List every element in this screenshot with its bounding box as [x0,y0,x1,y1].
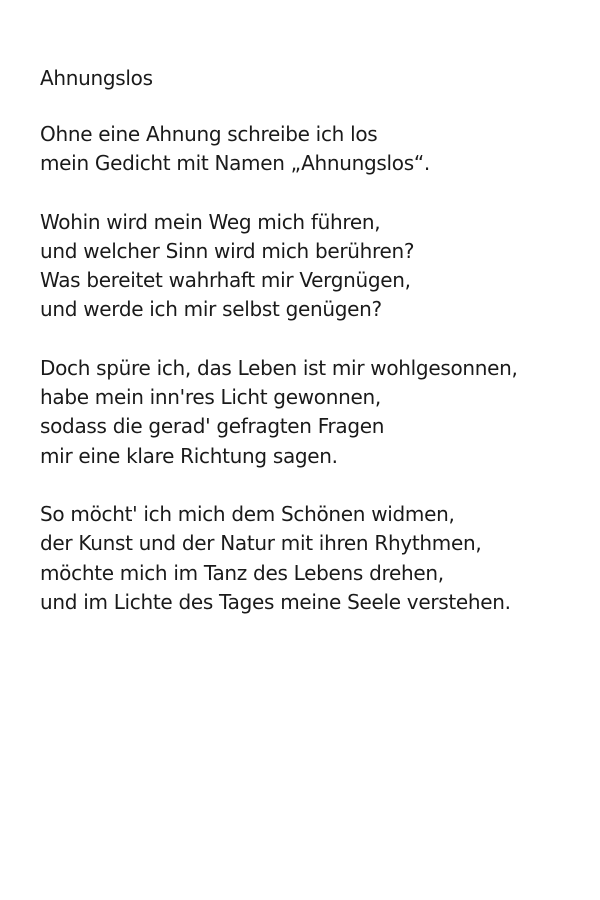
poem-line: So möcht' ich mich dem Schönen widmen, [40,501,455,526]
poem-line: Ohne eine Ahnung schreibe ich los [40,122,378,146]
poem-line: sodass die gerad' gefragten Fragen [40,414,385,439]
poem-line: mein Gedicht mit Namen „Ahnungslos“. [40,151,430,176]
stanza-1 [40,120,590,179]
poem-line: und werde ich mir selbst genügen? [40,297,382,322]
poem-line: Was bereitet wahrhaft mir Vergnügen, [40,268,411,293]
poem-page [40,64,590,646]
stanza-3 [40,354,590,471]
poem-line: möchte mich im Tanz des Lebens drehen, [40,560,444,585]
poem-line: Doch spüre ich, das Leben ist mir wohlgesonnen, [40,355,518,380]
poem-title: Ahnungslos [40,66,153,90]
stanza-2 [40,208,590,325]
stanza-4 [40,500,590,617]
poem-line: der Kunst und der Natur mit ihren Rhythmen, [40,531,482,556]
poem-line: habe mein inn'res Licht gewonnen, [40,385,381,410]
poem-line: mir eine klare Richtung sagen. [40,443,338,468]
poem-line: und welcher Sinn wird mich berühren? [40,238,415,263]
poem-line: und im Lichte des Tages meine Seele verstehen. [40,589,511,614]
poem-line: Wohin wird mein Weg mich führen, [40,209,381,234]
